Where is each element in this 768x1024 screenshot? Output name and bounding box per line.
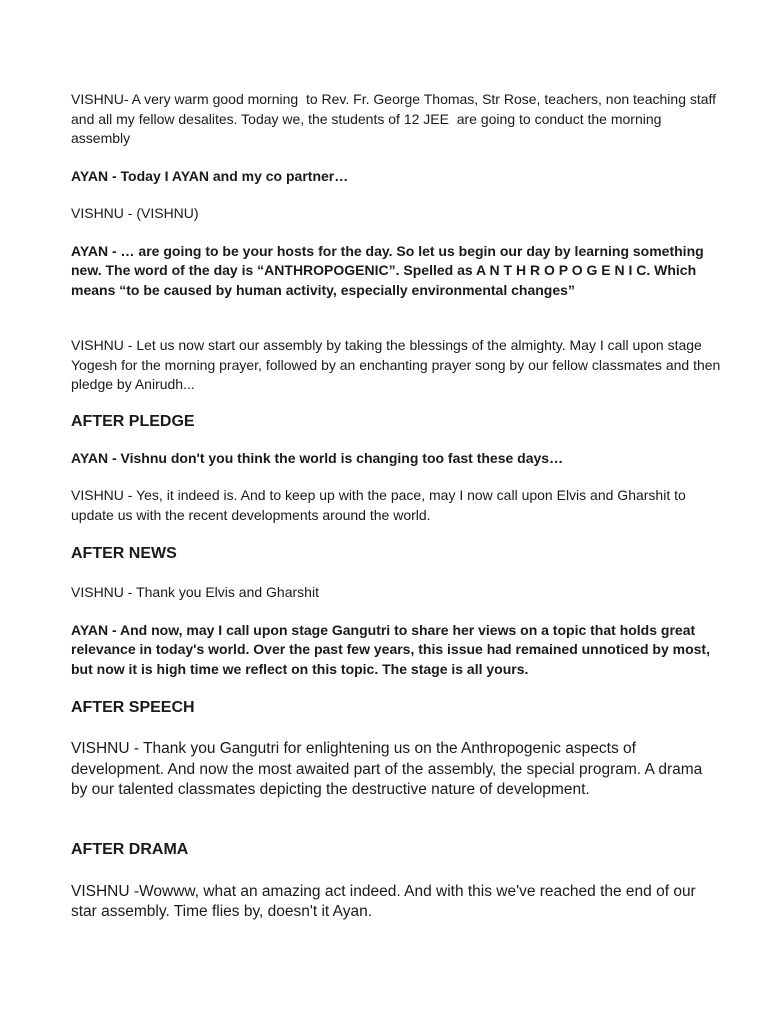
paragraph-ayan-speech-intro: AYAN - And now, may I call upon stage Gangutri to share her views on a topic that holds great relevance in today's world. Over the past few years, this issue had remained unnoticed by most, but now it is high time we reflect on this topic. The stage is all yours.: [71, 621, 714, 677]
paragraph-vishnu-name: VISHNU - (VISHNU): [71, 205, 199, 221]
paragraph-vishnu-closing: VISHNU -Wowww, what an amazing act indeed. And with this we've reached the end of our star assembly. Time flies by, doesn't it Ayan.: [71, 882, 701, 920]
heading-after-speech: AFTER SPEECH: [71, 699, 195, 716]
paragraph-vishnu-drama-intro: VISHNU - Thank you Gangutri for enlightening us on the Anthropogenic aspects of development. And now the most awaited part of the assembly, the special program. A drama by our talented classmates depicting the destructive nature of development.: [71, 740, 707, 798]
paragraph-vishnu-prayer: VISHNU - Let us now start our assembly by taking the blessings of the almighty. May I call upon stage Yogesh for the morning prayer, followed by an enchanting prayer song by our fellow classmates and then pledge by Anirudh...: [71, 337, 725, 392]
heading-after-news: AFTER NEWS: [71, 545, 177, 562]
paragraph-vishnu-welcome: VISHNU- A very warm good morning to Rev. Fr. George Thomas, Str Rose, teachers, non teaching staff and all my fellow desalites. Today we, the students of 12 JEE are going to conduct the morning assembly: [71, 91, 720, 146]
paragraph-ayan-world-changing: AYAN - Vishnu don't you think the world is changing too fast these days…: [71, 449, 564, 466]
heading-after-drama: AFTER DRAMA: [71, 840, 189, 858]
paragraph-vishnu-thanks-news: VISHNU - Thank you Elvis and Gharshit: [71, 584, 319, 600]
paragraph-ayan-word-of-day: AYAN - … are going to be your hosts for the day. So let us begin our day by learning something new. The word of the day is “ANTHROPOGENIC”. Spelled as A N T H R O P O G E N I C. Which means “to be caused by human activity, especially environmental changes”: [71, 242, 708, 298]
document-page: [71, 90, 725, 923]
heading-after-pledge: AFTER PLEDGE: [71, 412, 195, 430]
paragraph-ayan-intro: AYAN - Today I AYAN and my co partner…: [71, 167, 349, 184]
paragraph-vishnu-news: VISHNU - Yes, it indeed is. And to keep up with the pace, may I now call upon Elvis and Gharshit to update us with the recent developments around the world.: [71, 487, 690, 523]
